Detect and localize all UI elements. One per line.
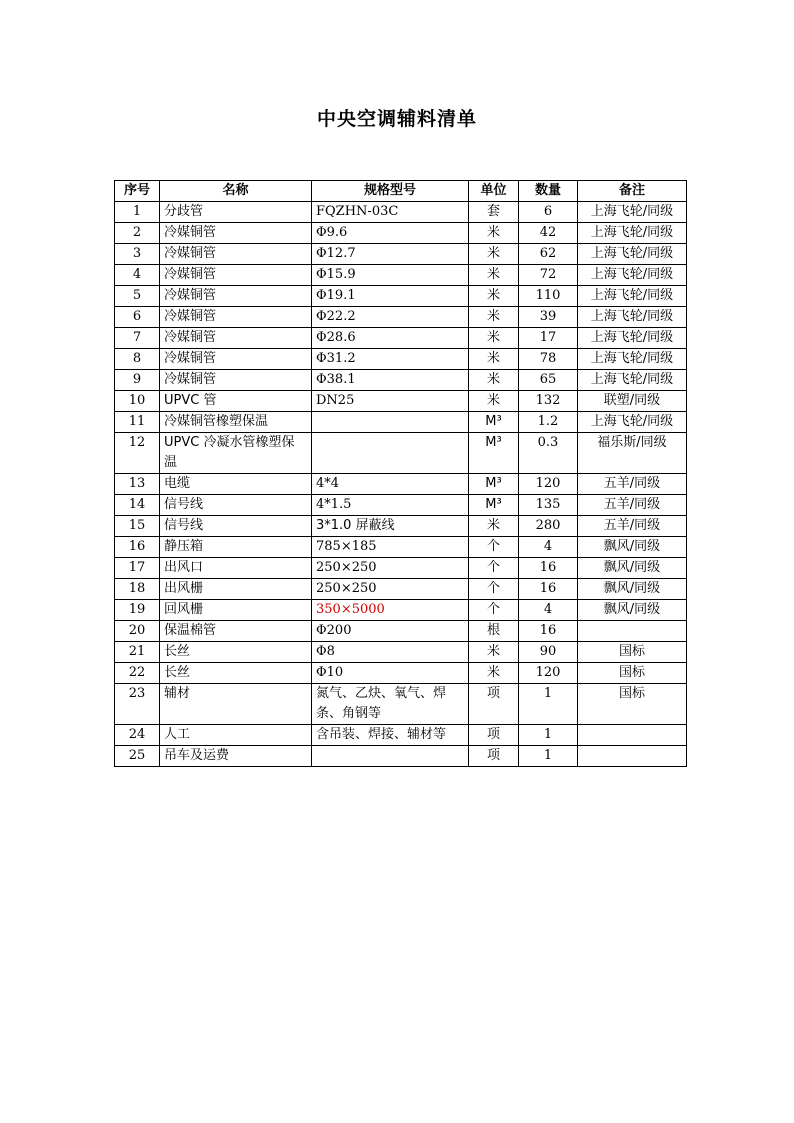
cell-qty: 16 — [519, 621, 578, 642]
cell-qty: 90 — [519, 642, 578, 663]
cell-note: 上海飞轮/同级 — [578, 307, 687, 328]
cell-note: 飘风/同级 — [578, 537, 687, 558]
cell-spec: 250×250 — [312, 558, 469, 579]
cell-no: 11 — [115, 412, 160, 433]
cell-unit: 米 — [469, 286, 519, 307]
header-qty: 数量 — [519, 181, 578, 202]
table-row — [115, 663, 687, 684]
cell-note: 上海飞轮/同级 — [578, 328, 687, 349]
cell-spec: Φ15.9 — [312, 265, 469, 286]
cell-note: 国标 — [578, 642, 687, 663]
cell-unit: 项 — [469, 684, 519, 725]
cell-qty: 4 — [519, 600, 578, 621]
cell-spec — [312, 433, 469, 474]
cell-note: 联塑/同级 — [578, 391, 687, 412]
cell-qty: 0.3 — [519, 433, 578, 474]
cell-name: 冷媒铜管 — [160, 244, 312, 265]
cell-name: UPVC 管 — [160, 391, 312, 412]
cell-name: 信号线 — [160, 495, 312, 516]
cell-spec: 氮气、乙炔、氧气、焊条、角钢等 — [312, 684, 469, 725]
cell-name: 长丝 — [160, 663, 312, 684]
table-row — [115, 286, 687, 307]
header-unit: 单位 — [469, 181, 519, 202]
cell-spec: 含吊装、焊接、辅材等 — [312, 725, 469, 746]
cell-no: 25 — [115, 746, 160, 767]
cell-unit: 米 — [469, 223, 519, 244]
cell-unit: 米 — [469, 663, 519, 684]
cell-name: 电缆 — [160, 474, 312, 495]
table-row — [115, 558, 687, 579]
cell-no: 15 — [115, 516, 160, 537]
cell-name: 吊车及运费 — [160, 746, 312, 767]
cell-spec: 250×250 — [312, 579, 469, 600]
cell-unit: 米 — [469, 265, 519, 286]
cell-qty: 42 — [519, 223, 578, 244]
cell-name: 信号线 — [160, 516, 312, 537]
cell-qty: 120 — [519, 663, 578, 684]
cell-unit: 米 — [469, 642, 519, 663]
cell-spec: FQZHN-03C — [312, 202, 469, 223]
cell-note: 五羊/同级 — [578, 516, 687, 537]
cell-note: 五羊/同级 — [578, 474, 687, 495]
cell-note — [578, 746, 687, 767]
cell-unit: 米 — [469, 391, 519, 412]
cell-qty: 280 — [519, 516, 578, 537]
cell-note: 上海飞轮/同级 — [578, 370, 687, 391]
table-row — [115, 349, 687, 370]
cell-unit: 米 — [469, 244, 519, 265]
cell-no: 16 — [115, 537, 160, 558]
cell-spec: Φ38.1 — [312, 370, 469, 391]
cell-spec: Φ19.1 — [312, 286, 469, 307]
cell-unit: 个 — [469, 579, 519, 600]
cell-name: 冷媒铜管橡塑保温 — [160, 412, 312, 433]
cell-no: 14 — [115, 495, 160, 516]
cell-spec — [312, 746, 469, 767]
cell-note: 国标 — [578, 663, 687, 684]
cell-note: 上海飞轮/同级 — [578, 202, 687, 223]
cell-name: 冷媒铜管 — [160, 307, 312, 328]
cell-spec: Φ28.6 — [312, 328, 469, 349]
table-row — [115, 537, 687, 558]
cell-spec-highlighted: 350×5000 — [312, 600, 469, 621]
cell-unit: M³ — [469, 495, 519, 516]
cell-qty: 132 — [519, 391, 578, 412]
cell-qty: 6 — [519, 202, 578, 223]
table-row — [115, 244, 687, 265]
cell-unit: M³ — [469, 412, 519, 433]
cell-spec: 4*1.5 — [312, 495, 469, 516]
table-row — [115, 223, 687, 244]
table-row — [115, 725, 687, 746]
header-name: 名称 — [160, 181, 312, 202]
cell-qty: 1 — [519, 746, 578, 767]
cell-unit: M³ — [469, 474, 519, 495]
cell-note: 五羊/同级 — [578, 495, 687, 516]
table-row — [115, 391, 687, 412]
cell-name: 保温棉管 — [160, 621, 312, 642]
cell-unit: 项 — [469, 725, 519, 746]
cell-unit: 根 — [469, 621, 519, 642]
cell-qty: 39 — [519, 307, 578, 328]
table-row — [115, 474, 687, 495]
cell-spec: Φ22.2 — [312, 307, 469, 328]
cell-no: 7 — [115, 328, 160, 349]
table-row — [115, 621, 687, 642]
cell-note: 飘风/同级 — [578, 558, 687, 579]
cell-note: 上海飞轮/同级 — [578, 265, 687, 286]
cell-no: 24 — [115, 725, 160, 746]
table-row — [115, 746, 687, 767]
cell-unit: 米 — [469, 328, 519, 349]
cell-unit: 个 — [469, 600, 519, 621]
cell-note — [578, 725, 687, 746]
cell-name: 冷媒铜管 — [160, 349, 312, 370]
cell-no: 22 — [115, 663, 160, 684]
table-row — [115, 495, 687, 516]
cell-qty: 16 — [519, 558, 578, 579]
cell-spec — [312, 412, 469, 433]
table-row — [115, 265, 687, 286]
cell-no: 20 — [115, 621, 160, 642]
cell-note: 上海飞轮/同级 — [578, 286, 687, 307]
table-row — [115, 516, 687, 537]
cell-spec: Φ9.6 — [312, 223, 469, 244]
cell-unit: 米 — [469, 516, 519, 537]
cell-qty: 65 — [519, 370, 578, 391]
cell-qty: 1 — [519, 725, 578, 746]
cell-qty: 1.2 — [519, 412, 578, 433]
cell-qty: 72 — [519, 265, 578, 286]
header-spec: 规格型号 — [312, 181, 469, 202]
cell-qty: 16 — [519, 579, 578, 600]
cell-no: 13 — [115, 474, 160, 495]
cell-unit: 个 — [469, 558, 519, 579]
cell-no: 12 — [115, 433, 160, 474]
cell-no: 2 — [115, 223, 160, 244]
cell-note: 上海飞轮/同级 — [578, 244, 687, 265]
cell-unit: 米 — [469, 370, 519, 391]
cell-qty: 135 — [519, 495, 578, 516]
cell-qty: 78 — [519, 349, 578, 370]
cell-no: 1 — [115, 202, 160, 223]
cell-no: 4 — [115, 265, 160, 286]
cell-name: 冷媒铜管 — [160, 328, 312, 349]
cell-name: 冷媒铜管 — [160, 223, 312, 244]
cell-name: 出风口 — [160, 558, 312, 579]
cell-qty: 110 — [519, 286, 578, 307]
cell-name: 出风栅 — [160, 579, 312, 600]
cell-note — [578, 621, 687, 642]
table-row — [115, 307, 687, 328]
header-no: 序号 — [115, 181, 160, 202]
cell-note: 飘风/同级 — [578, 600, 687, 621]
cell-name: 冷媒铜管 — [160, 370, 312, 391]
table-row — [115, 600, 687, 621]
cell-name: 冷媒铜管 — [160, 265, 312, 286]
cell-no: 8 — [115, 349, 160, 370]
materials-table — [114, 180, 687, 767]
cell-spec: 4*4 — [312, 474, 469, 495]
header-note: 备注 — [578, 181, 687, 202]
cell-no: 3 — [115, 244, 160, 265]
cell-name: UPVC 冷凝水管橡塑保温 — [160, 433, 312, 474]
cell-unit: 个 — [469, 537, 519, 558]
cell-spec: DN25 — [312, 391, 469, 412]
cell-name: 分歧管 — [160, 202, 312, 223]
cell-note: 上海飞轮/同级 — [578, 223, 687, 244]
cell-spec: Φ8 — [312, 642, 469, 663]
cell-spec: Φ12.7 — [312, 244, 469, 265]
cell-no: 5 — [115, 286, 160, 307]
table-row — [115, 433, 687, 474]
cell-no: 17 — [115, 558, 160, 579]
table-header-row — [115, 181, 687, 202]
cell-name: 静压箱 — [160, 537, 312, 558]
cell-note: 上海飞轮/同级 — [578, 349, 687, 370]
table-row — [115, 684, 687, 725]
cell-spec: Φ10 — [312, 663, 469, 684]
cell-no: 10 — [115, 391, 160, 412]
table-row — [115, 328, 687, 349]
table-row — [115, 642, 687, 663]
cell-qty: 17 — [519, 328, 578, 349]
table-row — [115, 579, 687, 600]
cell-no: 21 — [115, 642, 160, 663]
cell-spec: 3*1.0 屏蔽线 — [312, 516, 469, 537]
cell-spec: Φ200 — [312, 621, 469, 642]
cell-note: 国标 — [578, 684, 687, 725]
cell-name: 回风栅 — [160, 600, 312, 621]
cell-qty: 62 — [519, 244, 578, 265]
cell-qty: 1 — [519, 684, 578, 725]
cell-qty: 120 — [519, 474, 578, 495]
table-row — [115, 370, 687, 391]
cell-spec: 785×185 — [312, 537, 469, 558]
cell-no: 6 — [115, 307, 160, 328]
table-row — [115, 412, 687, 433]
cell-no: 18 — [115, 579, 160, 600]
cell-unit: M³ — [469, 433, 519, 474]
table-row — [115, 202, 687, 223]
cell-note: 飘风/同级 — [578, 579, 687, 600]
cell-unit: 套 — [469, 202, 519, 223]
document-title: 中央空调辅料清单 — [316, 108, 477, 130]
cell-note: 福乐斯/同级 — [578, 433, 687, 474]
cell-no: 19 — [115, 600, 160, 621]
cell-name: 长丝 — [160, 642, 312, 663]
cell-unit: 米 — [469, 307, 519, 328]
cell-no: 9 — [115, 370, 160, 391]
cell-name: 辅材 — [160, 684, 312, 725]
cell-name: 人工 — [160, 725, 312, 746]
cell-unit: 项 — [469, 746, 519, 767]
cell-no: 23 — [115, 684, 160, 725]
cell-unit: 米 — [469, 349, 519, 370]
cell-spec: Φ31.2 — [312, 349, 469, 370]
cell-name: 冷媒铜管 — [160, 286, 312, 307]
cell-qty: 4 — [519, 537, 578, 558]
cell-note: 上海飞轮/同级 — [578, 412, 687, 433]
